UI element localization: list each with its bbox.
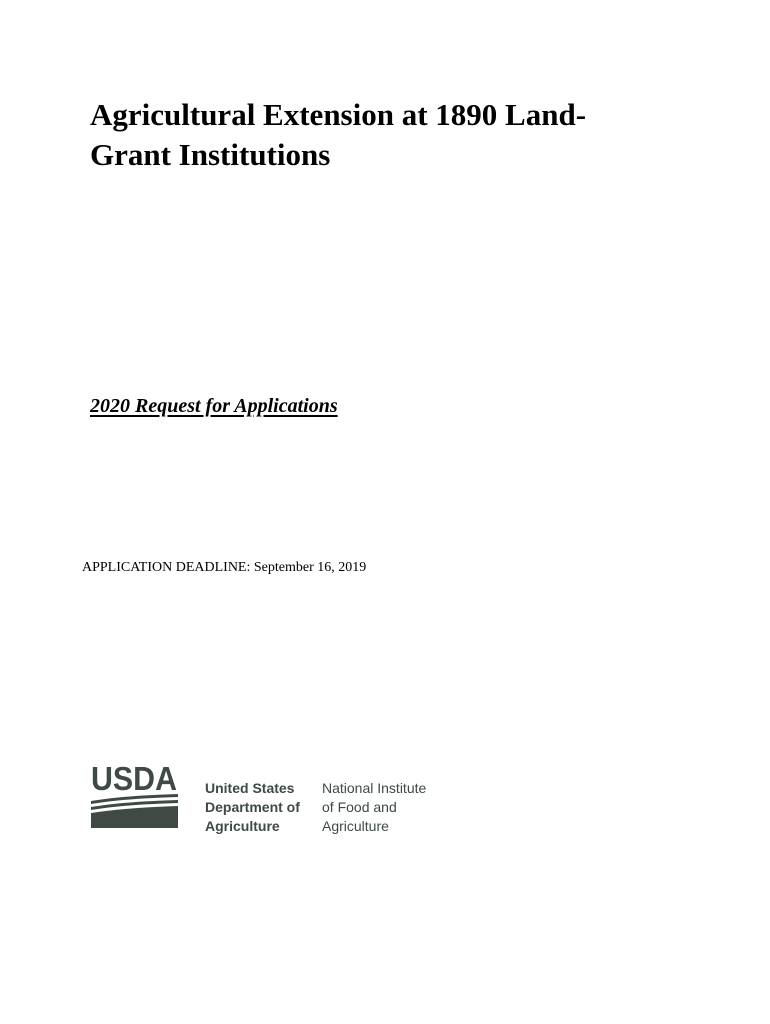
institute-line-1: National Institute: [322, 780, 427, 796]
usda-logo-icon: [90, 762, 180, 828]
institute-line-3: Agriculture: [322, 818, 389, 834]
department-line-2: Department of: [205, 799, 300, 815]
application-deadline: APPLICATION DEADLINE: September 16, 2019: [82, 560, 367, 575]
title-line-1: Agricultural Extension at 1890 Land-: [90, 97, 587, 132]
document-subtitle: 2020 Request for Applications: [90, 395, 338, 417]
department-line-3: Agriculture: [205, 818, 280, 834]
nifa-institute-name: [322, 779, 426, 836]
usda-logo-wordmark: USDA: [91, 762, 177, 797]
institute-line-2: of Food and: [322, 799, 397, 815]
usda-department-name: [205, 779, 300, 836]
department-line-1: United States: [205, 780, 295, 796]
document-title: [90, 95, 650, 175]
title-line-2: Grant Institutions: [90, 137, 331, 172]
